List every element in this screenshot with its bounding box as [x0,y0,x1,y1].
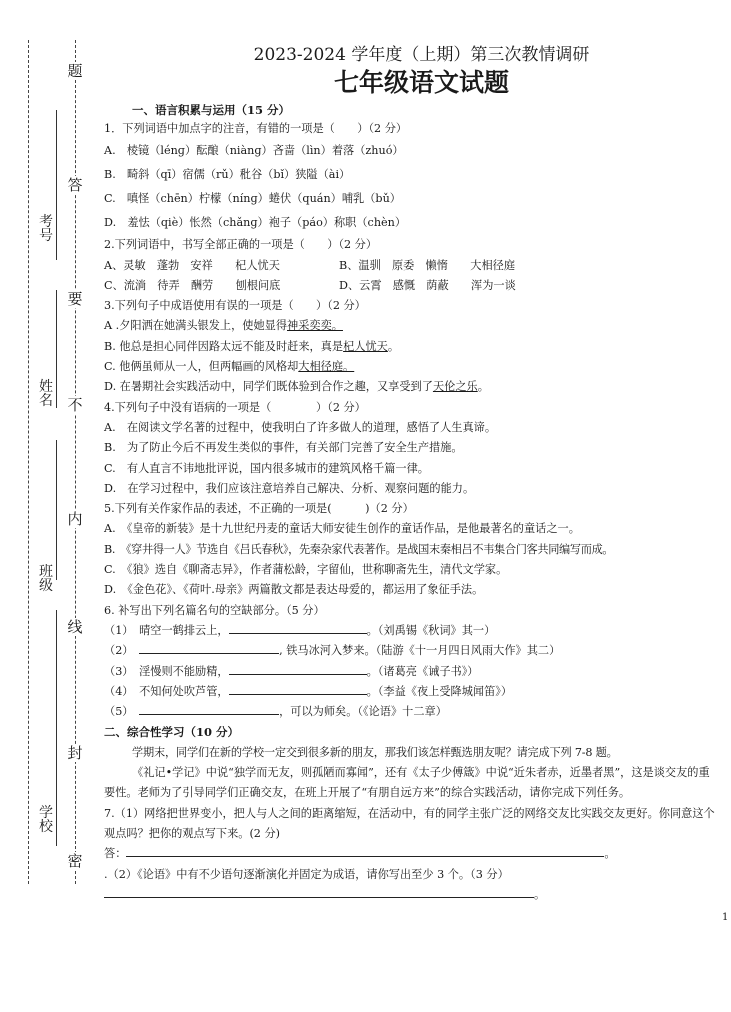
q3-option-d-text: D. 在暑期社会实践活动中，同学们既体验到合作之趣，又享受到了 [104,380,433,394]
name-label: 姓名 [39,379,53,409]
seal-char: 题 [65,62,85,80]
q3-option-b-idiom: 杞人忧天 [343,339,388,353]
class-line [56,440,57,580]
q2-option-d: D、云霄 感慨 荫蔽 浑为一谈 [339,278,516,292]
q7-part1-stem: 7.（1）网络把世界变小，把人与人之间的距离缩短，在活动中，有的同学主张广泛的网络交友比实践交友更好。你同意这个观点吗？把你的观点写下来。(2 分) [104,806,715,840]
exam-title: 2023-2024 学年度（上期）第三次教情调研 [253,45,590,65]
q6-item-source: ，可以为师矣。（《论语》十二章） [279,705,447,719]
seal-char: 封 [65,744,85,762]
q6-item-number: （4） [104,684,128,698]
q4-option-c: C. 有人直言不讳地批评说，国内很多城市的建筑风格千篇一律。 [104,461,429,475]
q1-option-c: C. 嗔怪（chēn）柠檬（nínɡ）蜷伏（quán）哺乳（bǔ） [104,192,401,206]
q2-row-1 [104,256,719,276]
q6-item-text: 淫慢则不能励精， [139,664,229,678]
q5-stem: 5.下列有关作家作品的表述，不正确的一项是( )（2 分） [104,502,414,516]
q3-option-c [104,357,719,377]
q5-option-c: C. 《狼》选自《聊斋志异》，作者蒲松龄，字留仙，世称聊斋先生，清代文学家。 [104,563,508,577]
seal-binding-strip [0,0,100,1012]
q4-option-b: B. 为了防止今后不再发生类似的事件，有关部门完善了安全生产措施。 [104,441,463,455]
q5-option-a: A. 《皇帝的新装》是十九世纪丹麦的童话大师安徒生创作的童话作品，是他最著名的童话之一。 [104,522,580,536]
seal-dashed-line-outer [28,40,29,884]
q4-option-a: A. 在阅读文学名著的过程中，使我明白了许多做人的道理，感悟了人生真谛。 [104,420,497,434]
seal-char: 答 [65,176,85,194]
q2-stem: 2.下列词语中，书写全部正确的一项是（ ）（2 分） [104,238,378,252]
q6-blank-3[interactable] [229,663,367,675]
answer-period: 。 [534,887,546,901]
q3-option-a-idiom: 神采奕奕。 [287,319,343,333]
q6-item-4 [104,682,719,702]
q6-blank-1[interactable] [229,622,367,634]
answer-period: 。 [604,847,616,861]
q6-item-source: , 铁马冰河入梦来。（陆游《十一月四日风雨大作》其二） [279,644,561,658]
q3-option-d [104,377,719,397]
q6-item-text: 晴空一鹤排云上， [139,623,229,637]
q2-option-a: A、灵敏 蓬勃 安祥 杞人忧天 [104,258,280,272]
q1-option-d: D. 羞怯（qiè）怅然（chǎnɡ）袍子（páo）称职（chèn） [104,216,407,230]
q5-option-b: B. 《穿井得一人》节选自《吕氏春秋》，先秦杂家代表著作。是战国末秦相吕不韦集合门客共同编写而成。 [104,542,614,556]
q5-option-d: D. 《金色花》、《荷叶.母亲》两篇散文都是表达母爱的，都运用了象征手法。 [104,583,484,597]
q3-option-a [104,316,719,336]
q1-option-b: B. 畸斜（qī）宿儒（rǔ）秕谷（bǐ）狭隘（ài） [104,168,351,182]
q6-item-number: （5） [104,705,128,719]
q7-answer-line[interactable] [126,845,604,857]
page-number: 1 [722,912,729,923]
q3-stem: 3.下列句子中成语使用有误的一项是（ ）（2 分） [104,299,366,313]
q3-option-a-text: A .夕阳洒在她满头银发上，使她显得 [104,319,288,333]
seal-char: 线 [65,618,85,636]
class-label: 班级 [39,564,53,594]
q3-option-c-text: C. 他俩虽师从一人，但两幅画的风格却 [104,360,299,374]
q6-item-text: 不知何处吹芦管， [139,684,229,698]
q6-item-5 [104,702,719,722]
exam-subtitle: 七年级语文试题 [333,68,509,97]
q2-option-b: B、温驯 原委 懒惰 大相径庭 [339,258,516,272]
q4-option-d: D. 在学习过程中，我们应该注意培养自己解决、分析、观察问题的能力。 [104,481,475,495]
q3-option-b-end: 。 [387,339,400,353]
q6-item-3 [104,662,719,682]
q3-option-b-text: B. 他总是担心同伴因路太远不能及时赶来，真是 [104,339,344,353]
seal-char: 要 [65,290,85,308]
q6-blank-4[interactable] [229,683,367,695]
q6-item-number: （2） [104,644,128,658]
q3-option-d-idiom: 天伦之乐 [432,380,478,394]
q7-part2-stem: .（2）《论语》中有不少语句逐渐演化并固定为成语，请你写出至少 3 个。（3 分） [104,867,509,881]
school-label: 学校 [39,805,53,835]
section2-context: 《礼记•学记》中说“独学而无友，则孤陋而寡闻”，还有《太子少傅箴》中说“近朱者赤，近墨者黑”，这是谈交友的重要性。老师为了引导同学们正确交友，在班上开展了“有朋自远方来”的综合实践活动，请你完成下列任务。 [104,766,710,800]
q6-item-1 [104,621,719,641]
q4-stem: 4.下列句子中没有语病的一项是（ ）（2 分） [104,400,366,414]
student-id-label: 考号 [39,214,53,244]
answer-label: 答： [104,847,127,861]
seal-char: 内 [65,510,85,528]
q6-item-source: 。（李益《夜上受降城闻笛》） [366,684,513,698]
q3-option-d-end: 。 [477,380,489,394]
q2-option-c: C、流淌 待弄 酬劳 刨根问底 [104,278,281,292]
q1-stem: 1．下列词语中加点字的注音，有错的一项是（ ）（2 分） [104,122,408,135]
q6-item-source: 。（诸葛亮《诫子书》） [366,664,479,678]
q3-option-c-idiom: 大相径庭。 [298,360,355,374]
section-heading: 二、综合性学习（10 分） [104,725,240,740]
q6-blank-2[interactable] [139,642,279,654]
q3-option-b [104,337,719,357]
q2-row-2 [104,276,719,296]
q6-item-source: 。（刘禹锡《秋词》其一） [366,623,496,637]
section2-intro: 学期末，同学们在新的学校一定交到很多新的朋友，那我们该怎样甄选朋友呢？请完成下列 7-8 题。 [132,745,618,759]
q7-part2-answer [104,885,719,905]
q6-item-number: （1） [104,623,128,637]
q6-item-2 [104,641,719,661]
q6-blank-5[interactable] [139,703,279,715]
seal-char: 密 [65,852,85,870]
seal-char: 不 [65,396,85,414]
section-heading: 一、语言积累与运用（15 分） [132,103,291,117]
q7-part1-answer [104,844,719,864]
q7-part2-answer-line[interactable] [104,886,534,898]
q6-item-number: （3） [104,664,128,678]
q6-stem: 6. 补写出下列名篇名句的空缺部分。（5 分） [104,603,325,617]
q1-option-a: A. 棱镜（lénɡ）酝酿（niànɡ）吝啬（lìn）着落（zhuó） [104,144,404,158]
exam-paper [104,44,719,905]
